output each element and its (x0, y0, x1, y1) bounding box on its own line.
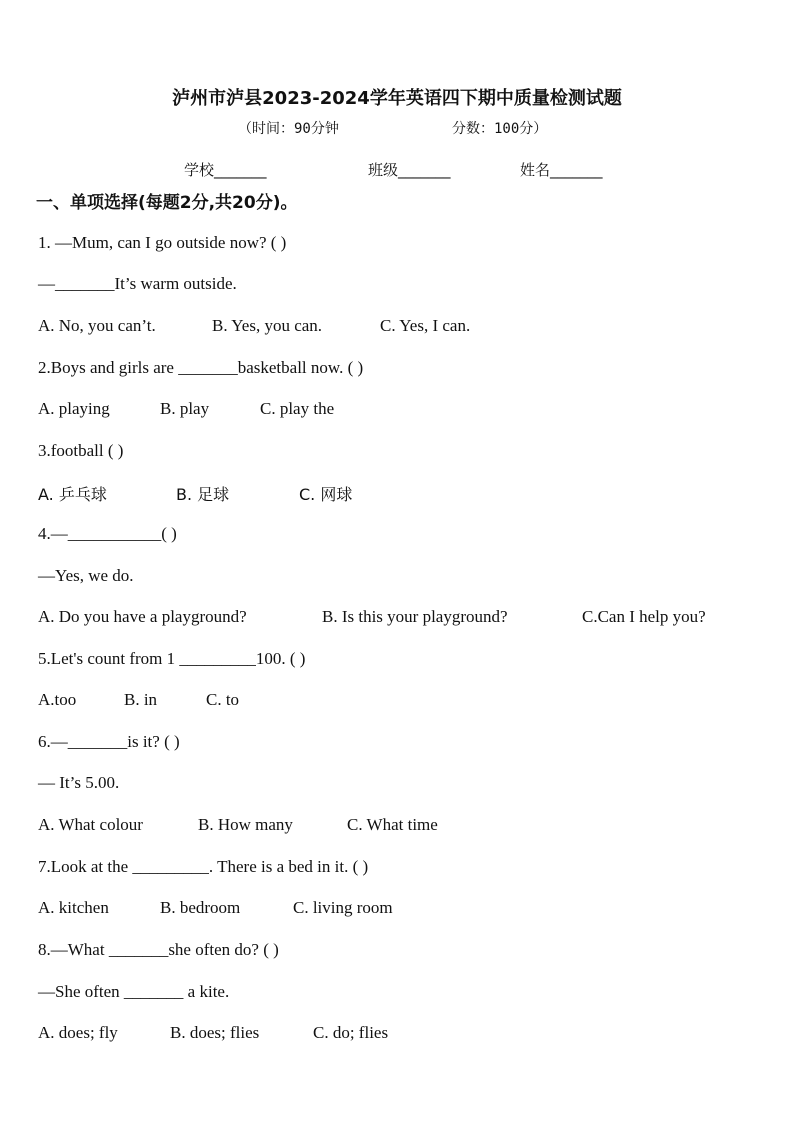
question-4-option-a[interactable]: A. Do you have a playground? (38, 607, 247, 626)
question-8-option-b[interactable]: B. does; flies (170, 1023, 260, 1042)
question-3-option-c[interactable]: C. 网球 (299, 485, 353, 504)
question-7-option-c[interactable]: C. living room (293, 898, 393, 917)
question-4-reply: —Yes, we do. (38, 566, 134, 585)
question-6-stem: 6.—_______is it? ( ) (38, 732, 180, 751)
name-field: 姓名_______ (520, 161, 603, 179)
question-3-option-a[interactable]: A. 乒乓球 (38, 485, 107, 504)
page-title: 泸州市泸县2023-2024学年英语四下期中质量检测试题 (172, 88, 622, 109)
question-3-stem: 3.football ( ) (38, 441, 124, 460)
question-1-stem: 1. —Mum, can I go outside now? ( ) (38, 233, 287, 252)
question-8-reply: —She often _______ a kite. (38, 982, 230, 1001)
question-5-stem: 5.Let's count from 1 _________100. ( ) (38, 649, 306, 668)
question-4-stem: 4.—___________( ) (38, 524, 177, 543)
exam-score: 分数：100分） (452, 121, 548, 137)
exam-time: （时间：90分钟 (238, 121, 339, 137)
question-1-reply: —_______It’s warm outside. (38, 274, 237, 293)
question-4-option-b[interactable]: B. Is this your playground? (322, 607, 508, 626)
question-7-stem: 7.Look at the _________. There is a bed in it. ( ) (38, 857, 369, 876)
question-2-option-c[interactable]: C. play the (260, 399, 335, 418)
question-3-option-b[interactable]: B. 足球 (176, 485, 230, 504)
question-6-option-b[interactable]: B. How many (198, 815, 293, 834)
class-field: 班级_______ (368, 161, 451, 179)
question-8-option-a[interactable]: A. does; fly (38, 1023, 118, 1042)
question-6-option-a[interactable]: A. What colour (38, 815, 143, 834)
question-5-option-a[interactable]: A.too (38, 690, 77, 709)
question-2-option-a[interactable]: A. playing (38, 399, 110, 418)
question-2-option-b[interactable]: B. play (160, 399, 210, 418)
question-7-option-b[interactable]: B. bedroom (160, 898, 241, 917)
question-1-option-b[interactable]: B. Yes, you can. (212, 316, 323, 335)
question-6-option-c[interactable]: C. What time (347, 815, 438, 834)
question-2-stem: 2.Boys and girls are _______basketball now. ( ) (38, 358, 364, 377)
question-1-option-a[interactable]: A. No, you can’t. (38, 316, 156, 335)
question-7-option-a[interactable]: A. kitchen (38, 898, 109, 917)
question-6-reply: — It’s 5.00. (38, 773, 120, 792)
question-1-option-c[interactable]: C. Yes, I can. (380, 316, 471, 335)
question-8-option-c[interactable]: C. do; flies (313, 1023, 389, 1042)
question-5-option-b[interactable]: B. in (124, 690, 158, 709)
question-8-stem: 8.—What _______she often do? ( ) (38, 940, 279, 959)
question-4-option-c[interactable]: C.Can I help you? (582, 607, 706, 626)
section-heading: 一、单项选择(每题2分,共20分)。 (36, 193, 298, 213)
school-field: 学校_______ (184, 161, 267, 179)
question-5-option-c[interactable]: C. to (206, 690, 240, 709)
